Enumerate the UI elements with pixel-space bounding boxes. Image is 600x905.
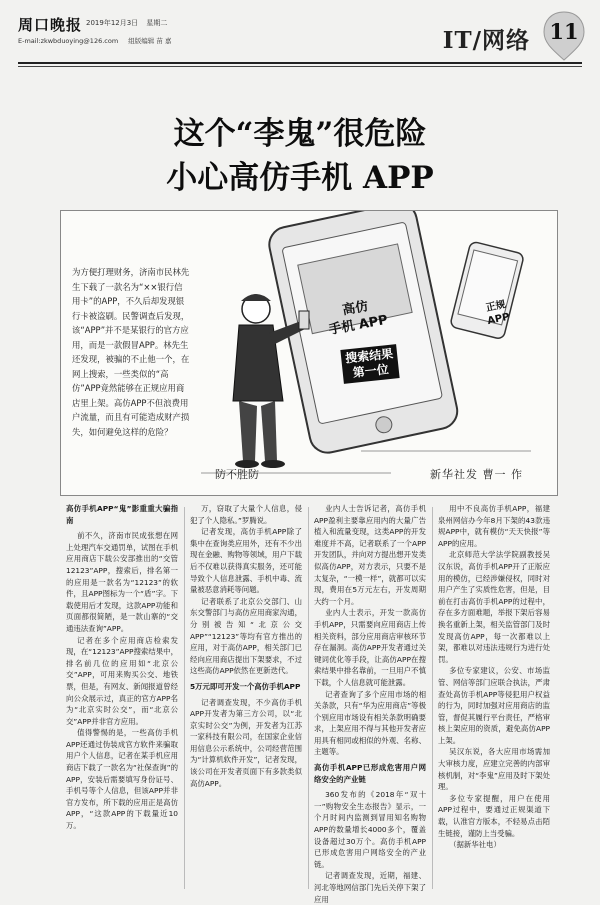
page-number: 11	[549, 19, 579, 44]
issue-weekday: 星期二	[146, 19, 168, 27]
article-paragraph: 多位专家提醒，用户在使用APP过程中，要通过正规渠道下载，认准官方版本，不轻易点击陌生链接，谨防上当受骗。	[438, 793, 550, 838]
article-paragraph: 北京师范大学法学院副教授吴汉东说，高仿手机APP开了正版应用的模仿，已经涉嫌侵权，同时对用户产生了实质性危害，但是，目前在打击高仿手机APP的过程中，存在多方面难题，举报下架后容易换名重新上架，相关监管部门及时发现高仿APP，每一次都难以上架，都难以对违法违规行为进行处罚。	[438, 550, 550, 664]
header-rule-thin	[18, 66, 582, 67]
legit-app-label-1: 正规	[484, 299, 507, 315]
article-paragraph: 多位专家建议，公安、市场监管、网信等部门应联合执法，严肃查处高仿手机APP等侵犯用户权益的行为，同时加强对应用商店的监管，督促其履行平台责任，严格审核上架应用的资质，避免高仿APP上架。	[438, 666, 550, 745]
article-paragraph: 业内人士告诉记者，高仿手机APP盈利主要靠应用内的大量广告植入和流量变现，这类APP的开发难度并不高，记者联系了一个APP开发团队，并向对方提出想开发类似高仿APP，对方表示，只要不是太复杂，“一模一样”，就都可以实现，费用在5万元左右，开发周期大约一个月。	[314, 504, 426, 606]
article-paragraph: 业内人士表示，开发一款高仿手机APP，只需要向应用商店上传相关资料，部分应用商店审核环节存在漏洞。高仿APP开发者通过关键词优化等手段，让高仿APP在搜索结果中排名靠前，一旦用户不慎下载，个人信息就可能泄露。	[314, 608, 426, 687]
headline-line-1: 这个“李鬼”很危险	[173, 116, 427, 152]
editor-credit: 组版编辑 苗 嘉	[128, 37, 172, 45]
article-paragraph: 记者在多个应用商店检索发现，在“12123”APP搜索结果中，排名前几位的应用如“北京公交”APP，可用来购买公交、地铁票，但是，有网友、新闻报道曾经向公众展示过，真正的官方APP名为“北京实时公交”，而“北京公交”APP并非官方应用。	[66, 635, 178, 726]
article-lead: 高仿手机APP“鬼”影重重大骗指南	[66, 504, 178, 525]
article-paragraph: 万，窃取了大量个人信息，侵犯了个人隐私。”罗腾说。	[190, 504, 302, 525]
article-paragraph: 值得警惕的是，一些高仿手机APP还通过伪装成官方软件来骗取用户个人信息，记者在某手机应用商店下载了一款名为“社保查询”的APP，安装后需要填写身份证号、手机号等个人信息，但该APP并非官方发布，所下载的应用正是高仿APP，“这款APP的下载量近10万。	[66, 728, 178, 831]
legit-phone-icon	[450, 241, 525, 340]
headline-line-2: 小心高仿手机 APP	[166, 160, 434, 196]
article-subheading: 5万元即可开发一个高仿手机APP	[190, 681, 301, 691]
dateline	[86, 18, 173, 28]
article-paragraph: 记者调查发现，近期，福建、河北等地网信部门先后关停下架了应用	[314, 871, 426, 904]
article-paragraph: 360发布的《2018年“双十一”购物安全生态报告》显示，一个月时间内监测到冒用知名购物APP的数量增长4000多个，覆盖设备超过30万个。高仿手机APP已形成危害用户网络安全的产业链。	[314, 790, 426, 869]
legit-app-label-2: APP	[486, 311, 511, 328]
fake-phone-label-1: 高仿	[341, 298, 370, 319]
cartoon-sidebar-text: 为方便打理财务，济南市民林先生下载了一款名为“××银行信用卡”的APP，不久后却发现银行卡被盗刷。民警调查后发现，该“APP”并不是某银行的官方应用，而是一款假冒APP。林先生还发现，被骗的不止他一个，在网上搜索，一些类似的“高仿”APP竟然能够在正规应用商店里上架。高仿APP不但浪费用户流量，而且有可能造成财产损失，如何避免这样的危险？	[72, 267, 190, 437]
search-result-label-2: 第一位	[352, 362, 390, 380]
article-subheading: 高仿手机APP已形成危害用户网络安全的产业链	[314, 763, 426, 784]
column-divider	[432, 507, 433, 889]
search-result-label-1: 搜索结果	[344, 346, 394, 366]
article-paragraph: （据新华社电）	[449, 840, 501, 850]
search-result-label	[340, 344, 399, 384]
contact-line	[18, 36, 179, 45]
article-paragraph: 吴汉东说，各大应用市场需加大审核力度，应建立完善的内部审核机制，对“李鬼”应用及时下架处理。	[438, 747, 550, 792]
article-paragraph: 记者联系了北京公交部门、山东交警部门与高仿应用商家沟通，分别被告知“北京公交APP”“12123”等均有官方推出的应用，对于高仿APP，相关部门已经向应用商店提出下架要求，不过这些高仿APP依然在更新迭代。	[190, 596, 302, 676]
header-rule	[18, 62, 582, 64]
issue-date: 2019年12月3日	[86, 19, 139, 27]
cartoon-caption: 防不胜防	[215, 468, 259, 481]
article-paragraph: 用中不良高仿手机APP，福建泉州网信办今年8月下架的43款违规APP中，就有模仿“天天快报”等APP的应用。	[438, 504, 550, 548]
article-column-4	[438, 503, 550, 851]
page-header	[8, 4, 592, 66]
article-body	[66, 503, 550, 904]
article-paragraph: 记者发现，高仿手机APP除了集中在查询类应用外，还有不少出现在金融、购物等领域，用户下载后不仅难以获得真实服务，还可能导致个人信息泄露、手机中毒、流量被恶意消耗等问题。	[190, 527, 302, 595]
article-column-1	[66, 503, 178, 832]
column-divider	[184, 507, 185, 889]
contact-email: E-mail:zkwbduoying@126.com	[18, 37, 119, 45]
article-paragraph: 前不久，济南市民成张想在网上处理汽车交通罚单，试图在手机应用商店下载公安部推出的“交管12123”APP，搜索后，排名第一的应用是一款名为“12123”的软件，且APP图标为一个“盾”字。下载使用后才发现，这款APP功能和页面都很简陋，是一款山寨的“交通违法查询”APP。	[66, 531, 178, 633]
article-paragraph: 记者查询了多个应用市场的相关条款，只有“华为应用商店”等极个别应用市场设有相关条款明确要求，上架应用不得与其他开发者应用具有相同或相似的外观、名称、主题等。	[314, 689, 426, 757]
article-column-2	[190, 503, 302, 789]
article-column-3	[314, 503, 426, 905]
article-paragraph: 记者调查发现，不少高仿手机APP开发者为第三方公司，以“北京实时公交”为例，开发者为江苏一家科技有限公司，在国家企业信用信息公示系统中，公司经营范围为“计算机软件开发”，记者发现，该公司在开发者页面下有多款类似高仿APP。	[190, 697, 302, 788]
fake-phone-label-2: 手机 APP	[327, 312, 389, 338]
column-divider	[308, 507, 309, 889]
masthead: 周口晚报	[18, 16, 83, 34]
section-title: IT/网络	[442, 27, 530, 54]
page-number-badge	[542, 10, 586, 54]
cartoon-credit: 新华社发 曹一 作	[430, 468, 523, 481]
